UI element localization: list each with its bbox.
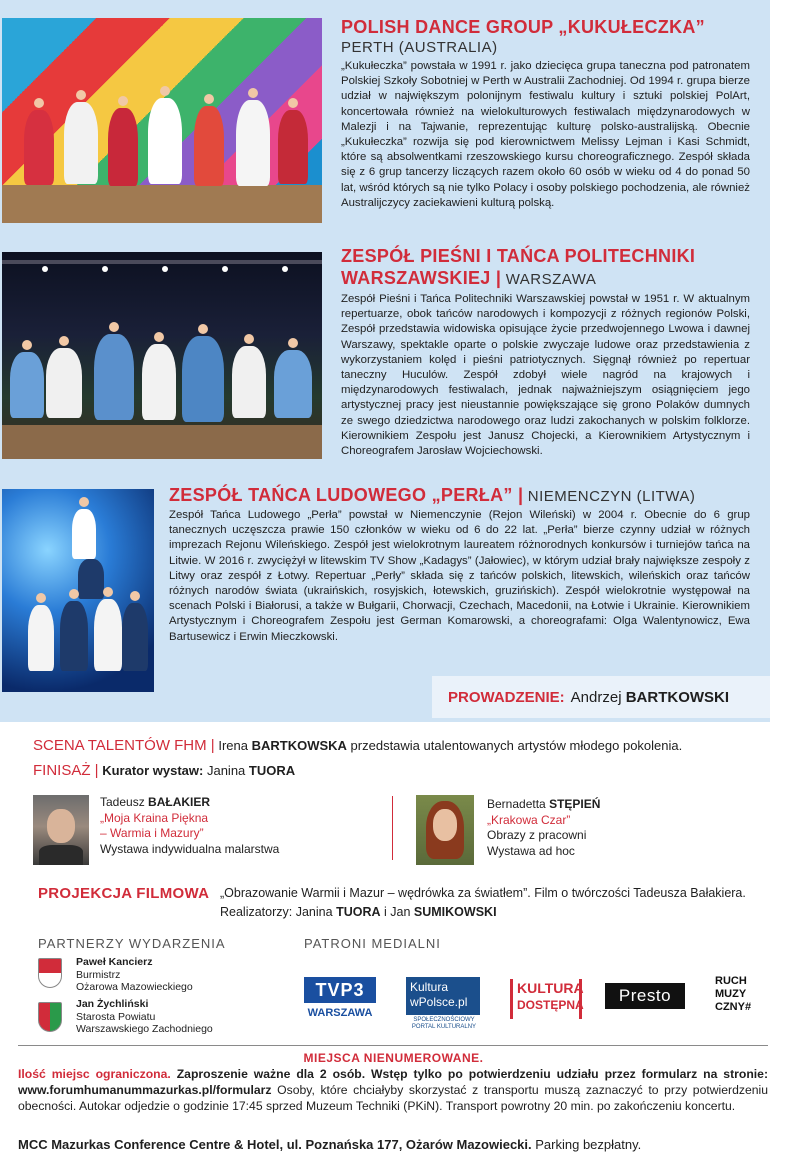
footer-parking: Parking bezpłatny. bbox=[535, 1137, 642, 1152]
finale-label: FINISAŻ | bbox=[33, 762, 99, 779]
section3-description: Zespół Tańca Ludowego „Perła” powstał w Niemenczynie (Rejon Wileński) w 2004 r. Obecnie do 6 grup tanecznych uczęszcza prawie 150 członków w wieku od 6 do 22 lat. „Perła” bierze czynny udział w różnych imprezach Rejonu Wileńskiego. Zespół jest wielokrotnym laureatem różnorodnych konkursów i turniejów tańca na Litwie. W 2016 r. zwyciężył w litewskim TV Show „Kadagys” (Jałowiec), w którym udział brały największe zespoły z Litwy oraz zespół z Łotwy. Repertuar „Perły” składa się z tańców polskich, litewskich, wileńskich oraz tańców różnych narodów świata (ukraińskich, rosyjskich, łotewskich, gruzińskich). Zespół wielokrotnie występował na scenach Polski i Białorusi, a także w Bułgarii, Chorwacji, Czechach, Macedonii, na Łotwie i Ukrainie. Kierownikiem Artystycznym i Choreografem Zespołu jest German Komarowski, a choreografami: Olga Walentynowicz, Ewa Bartusewicz i Erwin Mieczkowski. bbox=[169, 509, 750, 643]
artist1-last-name: BAŁAKIER bbox=[148, 795, 211, 809]
politechnika-photo bbox=[2, 252, 322, 459]
talents-line bbox=[33, 737, 682, 754]
talents-text: przedstawia utalentowanych artystów młodego pokolenia. bbox=[350, 738, 683, 753]
film-r1-first: Janina bbox=[295, 905, 333, 919]
host-label: PROWADZENIE: bbox=[448, 688, 565, 706]
artist2-info bbox=[487, 797, 600, 859]
artist1-work-line1: „Moja Kraina Piękna bbox=[100, 810, 209, 825]
curator-first-name: Janina bbox=[206, 763, 246, 778]
footer-title: MIEJSCA NIENUMEROWANE. bbox=[303, 1051, 484, 1065]
artist1-first-name: Tadeusz bbox=[100, 795, 145, 809]
media-label: PATRONI MEDIALNI bbox=[304, 936, 441, 951]
kultura-logo-line1: Kultura bbox=[410, 980, 449, 994]
partner2-role1: Starosta Powiatu bbox=[76, 1010, 156, 1023]
footer-invite: Zaproszenie ważne dla 2 osób. Wstęp tylko po potwierdzeniu udziału przez formularz na stronie: bbox=[176, 1067, 768, 1081]
kultura-wpolsce-logo bbox=[406, 977, 482, 1033]
footer-venue-line bbox=[18, 1137, 768, 1152]
partner2-name: Jan Żychliński bbox=[76, 998, 149, 1010]
footer-limited: Ilość miejsc ograniczona. bbox=[18, 1067, 171, 1081]
presto-logo: Presto bbox=[605, 983, 685, 1009]
curator-last-name: TUORA bbox=[248, 763, 296, 778]
section1-description: „Kukułeczka” powstała w 1991 r. jako dziecięca grupa taneczna pod patronatem Polskiej Szkoły Sobotniej w Perth w Australii Zachodniej. Od 1994 r. grupa bierze udział w największym polonijnym festiwalu kultury i sztuki polskiej PolArt, koncertowała również na wielokulturowych festiwalach międzynarodowych w Malezji i na Tajwanie, reprezentując kulturę polsko-australijską. Obecnie „Kukułeczka” rozwija się pod kierownictwem Melissy Lejman i Kasi Schmidt, które są absolwentkami rzeszowskiego kursu choreograficznego. Zespół składa się z 6 grup tancerzy liczących razem około 60 osób w wieku od 4 do ponad 50 lat, wśród których są nie tylko Polacy i osoby polskiego pochodzenia, ale również Australijczycy zaciekawieni kulturą polską. bbox=[341, 60, 750, 209]
kultura-logo-line2: wPolsce.pl bbox=[410, 995, 468, 1009]
section1-location: PERTH (AUSTRALIA) bbox=[341, 39, 498, 56]
host-last-name: BARTKOWSKI bbox=[625, 688, 730, 706]
kd-logo-line2: DOSTĘPNA bbox=[517, 998, 584, 1012]
section2-description: Zespół Pieśni i Tańca Politechniki Warszawskiej powstał w 1951 r. W aktualnym repertuarze, obok tańców narodowych i kompozycji z różnych regionów Polski, Zespół przedstawia widowiska opisujące życie przedwojennego Lwowa i dawnej Warszawy, spektakle oparte o polskie zwyczaje ludowe oraz przedstawienia z wykorzystaniem kolęd i pieśni patriotycznych. Sięgnął również po repertuar taneczny Huculów. Zespół zdobył wiele nagród na krajowych i międzynarodowych festiwalach, jednak najważniejszym osiągnięciem jego artystycznej pracy jest nieustannie powiększające się grono Polaków dumnych ze swego dziedzictwa narodowego oraz ludzi zakochanych w polskim folklorze. Kierownikiem Zespołu jest Janusz Chojecki, a Kierownikiem Artystycznym i Choreografem Jarosław Wojciechowski. bbox=[341, 293, 750, 458]
section3-title: ZESPÓŁ TAŃCA LUDOWEGO „PERŁA” | bbox=[169, 485, 524, 505]
footer-venue: MCC Mazurkas Conference Centre & Hotel, ul. Poznańska 177, Ożarów Mazowiecki. bbox=[18, 1137, 532, 1152]
partner2-role2: Warszawskiego Zachodniego bbox=[76, 1023, 213, 1035]
balakier-portrait bbox=[33, 795, 89, 865]
film-credits bbox=[220, 905, 497, 919]
talents-label: SCENA TALENTÓW FHM | bbox=[33, 737, 215, 754]
section2-title-line2: WARSZAWSKIEJ | bbox=[341, 268, 502, 288]
section2-title-row bbox=[341, 268, 596, 289]
kultura-logo-sub: SPOŁECZNOŚCIOWY PORTAL KULTURALNY bbox=[411, 1017, 477, 1030]
partners-label: PARTNERZY WYDARZENIA bbox=[38, 936, 226, 951]
film-r1-last: TUORA bbox=[336, 905, 381, 919]
film-r2-first: Jan bbox=[390, 905, 411, 919]
section1-title: POLISH DANCE GROUP „KUKUŁECZKA” bbox=[341, 17, 705, 37]
footer-url[interactable]: www.forumhumanummazurkas.pl/formularz bbox=[18, 1082, 272, 1097]
host-first-name: Andrzej bbox=[570, 688, 622, 706]
section2-title-line1: ZESPÓŁ PIEŚNI I TAŃCA POLITECHNIKI bbox=[341, 246, 696, 266]
perla-photo bbox=[2, 489, 154, 692]
host-box bbox=[432, 676, 770, 718]
artist2-work: „Krakowa Czar” bbox=[487, 812, 571, 827]
footer-transport: Osoby, które chciałyby skorzystać z transportu muszą zaznaczyć to przy potwierdzeniu obecności. Autokar odjedzie o godzinie 17:45 sprzed Muzeum Techniki (PKiN). Transport powrotny 20 min. po zakończeniu koncertu. bbox=[18, 1082, 768, 1113]
stepien-portrait bbox=[416, 795, 474, 865]
film-and: i bbox=[384, 905, 387, 919]
talents-last-name: BARTKOWSKA bbox=[251, 738, 347, 753]
artist2-last-name: STĘPIEŃ bbox=[549, 797, 601, 811]
partner1 bbox=[76, 956, 193, 994]
partner1-role1: Burmistrz bbox=[76, 968, 121, 981]
section3-location: NIEMENCZYN (LITWA) bbox=[527, 488, 696, 505]
ruch-logo-line1: RUCH bbox=[715, 975, 747, 987]
footer-info bbox=[18, 1067, 768, 1114]
film-label: PROJEKCJA FILMOWA bbox=[38, 885, 210, 902]
tvp3-logo bbox=[304, 977, 376, 1021]
artist1-info bbox=[100, 795, 279, 857]
kd-logo-line1: KULTURA bbox=[517, 980, 584, 996]
tvp3-logo-main: TVP3 bbox=[304, 977, 376, 1003]
film-credits-prefix: Realizatorzy: bbox=[220, 905, 293, 919]
artist2-first-name: Bernadetta bbox=[487, 797, 546, 811]
tvp3-logo-sub: WARSZAWA bbox=[307, 1007, 373, 1019]
curator-label: Kurator wystaw: bbox=[102, 763, 204, 778]
partner1-role2: Ożarowa Mazowieckiego bbox=[76, 981, 193, 993]
section3-title-row bbox=[169, 485, 695, 506]
film-title: „Obrazowanie Warmii i Mazur – wędrówka za światłem”. Film o twórczości Tadeusza Bałakiera. bbox=[220, 886, 746, 900]
artist1-work-line2: – Warmia i Mazury” bbox=[100, 826, 204, 840]
ruch-logo-line2: MUZY bbox=[715, 988, 747, 1000]
artist1-desc: Wystawa indywidualna malarstwa bbox=[100, 841, 280, 856]
artist2-desc1: Obrazy z pracowni bbox=[487, 828, 587, 842]
artist2-desc2: Wystawa ad hoc bbox=[487, 843, 575, 858]
artists-divider bbox=[392, 796, 393, 860]
ruch-muzyczny-logo bbox=[715, 975, 751, 1014]
finale-line bbox=[33, 762, 295, 779]
ozarow-crest-icon bbox=[38, 958, 62, 988]
film-r2-last: SUMIKOWSKI bbox=[413, 905, 497, 919]
section2-location: WARSZAWA bbox=[505, 271, 597, 288]
kukuleczka-photo bbox=[2, 18, 322, 223]
powiat-crest-icon bbox=[38, 1002, 62, 1032]
footer-divider bbox=[18, 1045, 768, 1046]
talents-first-name: Irena bbox=[218, 738, 248, 753]
page-margin bbox=[770, 0, 787, 722]
ruch-logo-line3: CZNY# bbox=[715, 1001, 752, 1013]
partner2 bbox=[76, 998, 213, 1036]
partner1-name: Paweł Kancierz bbox=[76, 956, 153, 968]
kultura-dostepna-logo bbox=[510, 979, 582, 1019]
